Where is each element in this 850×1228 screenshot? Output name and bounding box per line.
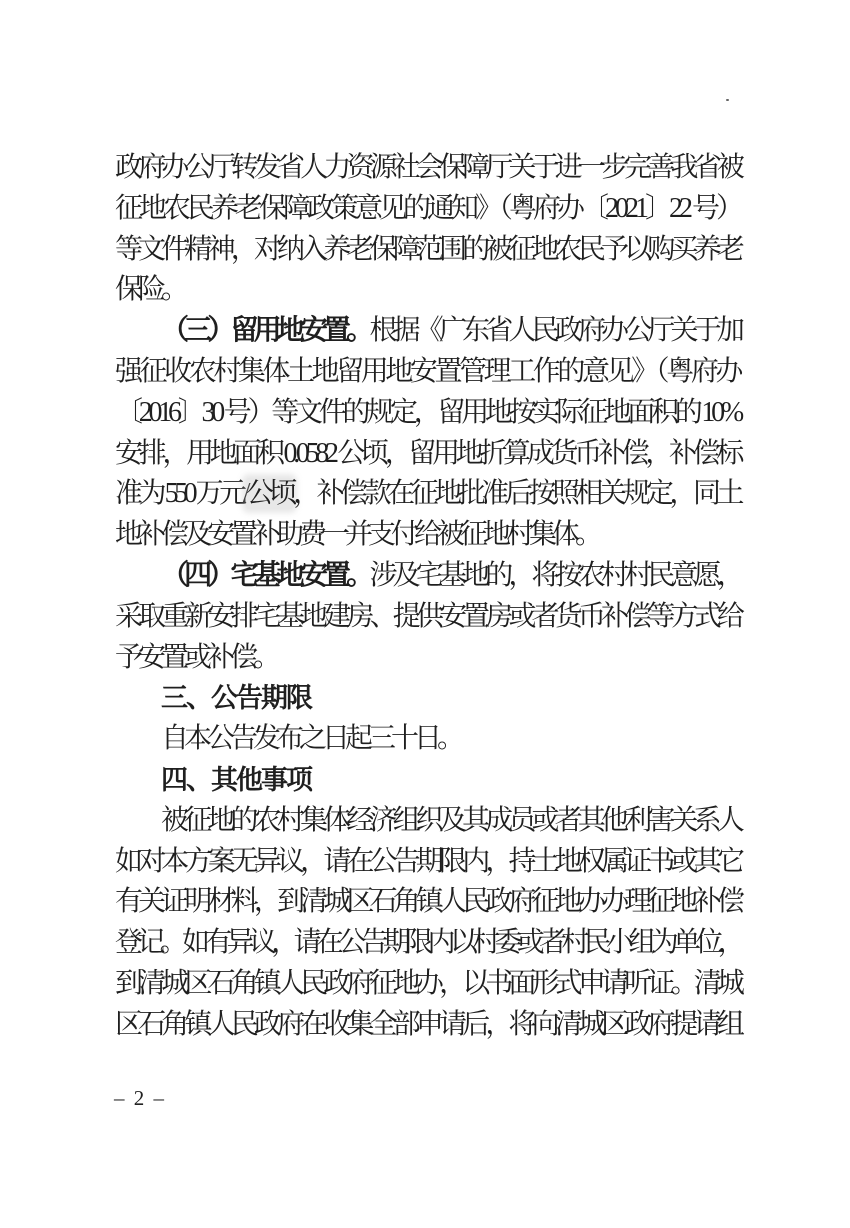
text-segment: 予安置或补偿。 [115,641,277,673]
text-segment: 被征地的农村集体经济组织及其成员或者其他利害关系人 [161,804,740,836]
text-line [115,270,740,311]
smudged-text: 公顷 [246,478,294,510]
text-segment: 如对本方案无异议，请在公告期限内，持土地权属证书或其它 [115,845,740,877]
text-segment: 准为 550 万元/ [115,478,247,510]
text-segment: 等文件精神，对纳入养老保障范围的被征地农民予以购买养老 [115,233,740,265]
text-line [115,393,740,434]
text-segment: 采取重新安排宅基地建房、提供安置房或者货币补偿等方式给 [115,600,740,632]
text-line [115,556,740,597]
text-line [115,760,740,801]
text-line [115,434,740,475]
section-heading: 四、其他事项 [161,764,311,795]
text-line [115,923,740,964]
text-line [115,678,740,719]
text-line [115,148,740,189]
text-segment: 征地农民养老保障政策意见的通知》（粤府办〔2021〕22 号） [115,192,740,224]
text-segment: 强征收农村集体土地留用地安置管理工作的意见》（粤府办 [115,355,740,387]
text-line [115,474,740,515]
text-segment: 安排，用地面积 0.0582 公顷，留用地折算成货币补偿，补偿标 [115,437,741,469]
section-heading: 三、公告期限 [161,683,311,714]
text-segment: 地补偿及安置补助费一并支付给被征地村集体。 [115,519,599,551]
text-line [115,311,740,352]
text-segment: 区石角镇人民政府在收集全部申请后，将向清城区政府提请组 [115,1008,740,1040]
document-lines [115,148,740,1046]
section-heading: （四）宅基地安置。 [161,559,370,591]
text-segment: 到清城区石角镇人民政府征地办，以书面形式申请听证。清城 [115,967,740,999]
text-line [115,1005,740,1046]
text-line [115,964,740,1005]
text-segment: 根据《广东省人民政府办公厅关于加 [369,315,740,347]
text-segment: 登记。如有异议，请在公告期限内以村委或者村民小组为单位， [115,927,740,959]
text-line [115,597,740,638]
scan-speck-artifact [726,99,729,101]
text-segment: ，补偿款在征地批准后按照相关规定，同土 [293,478,740,510]
text-segment: 保险。 [115,274,185,306]
text-line [115,230,740,271]
section-heading: （三）留用地安置。 [161,315,370,347]
text-line [115,352,740,393]
text-line [115,189,740,230]
page-number: – 2 – [114,1086,166,1110]
text-line [115,638,740,679]
text-segment: 政府办公厅转发省人力资源社会保障厅关于进一步完善我省被 [115,152,740,183]
text-segment: 有关证明材料，到清城区石角镇人民政府征地办办理征地补偿 [115,886,740,918]
text-line [115,842,740,883]
text-line [115,882,740,923]
text-line [115,515,740,556]
text-line [115,719,740,760]
text-segment: 〔2016〕30 号）等文件的规定，留用地按实际征地面积的 10% [115,396,740,428]
text-line [115,801,740,842]
text-segment: 涉及宅基地的，将按农村村民意愿， [369,559,740,591]
text-segment: 自本公告发布之日起三十日。 [161,723,461,755]
